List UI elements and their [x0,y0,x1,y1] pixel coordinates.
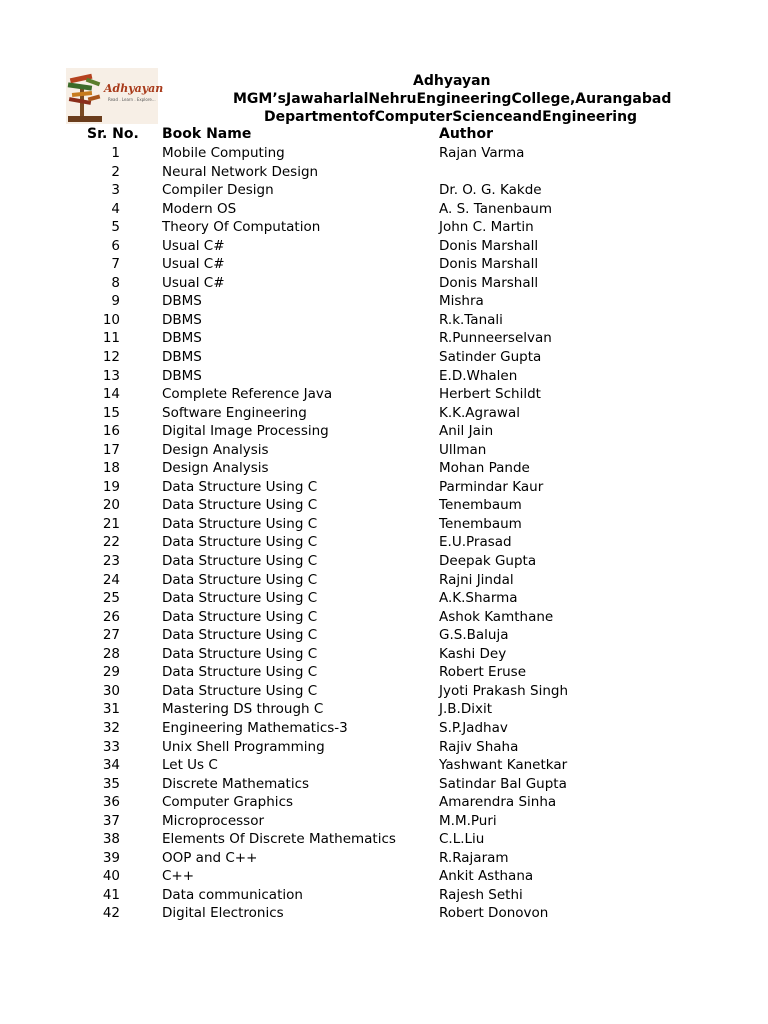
table-row [0,459,768,478]
book-name-cell: Mastering DS through C [162,701,324,718]
sr-no-cell: 25 [102,590,120,607]
sr-no-cell: 38 [102,831,120,848]
table-row [0,533,768,552]
logo-text: Adhyayan [104,82,164,95]
sr-no-cell: 40 [102,868,120,885]
table-row [0,719,768,738]
author-cell: S.P.Jadhav [439,719,508,736]
book-name-cell: Usual C# [162,256,225,273]
book-name-cell: DBMS [162,349,202,366]
book-name-cell: Software Engineering [162,404,307,421]
department-name: DepartmentofComputerScienceandEngineering [264,109,638,125]
table-row [0,793,768,812]
author-cell: Robert Eruse [439,664,527,681]
author-cell: Ankit Asthana [439,868,534,885]
table-row [0,329,768,348]
table-row [0,867,768,886]
sr-no-cell: 32 [102,719,120,736]
author-cell: J.B.Dixit [439,701,493,718]
table-row [0,904,768,923]
author-cell: Yashwant Kanetkar [439,757,568,774]
author-cell: Rajni Jindal [439,571,514,588]
author-cell: E.U.Prasad [439,534,512,551]
logo-image [66,68,164,124]
sr-no-cell: 42 [102,905,120,922]
table-row [0,756,768,775]
table-row [0,830,768,849]
book-name-cell: DBMS [162,311,202,328]
table-row [0,886,768,905]
author-cell: A. S. Tanenbaum [439,200,552,217]
table-row [0,200,768,219]
table-row [0,626,768,645]
adhyayan-logo [66,68,164,124]
book-name-cell: Data Structure Using C [162,645,318,662]
table-row [0,496,768,515]
sr-no-cell: 16 [102,423,120,440]
sr-no-cell: 3 [111,182,120,199]
column-header-sr-no: Sr. No. [87,126,139,142]
author-cell: Herbert Schildt [439,386,541,403]
book-name-cell: Data Structure Using C [162,515,318,532]
book-name-cell: Design Analysis [162,460,269,477]
table-row [0,571,768,590]
author-cell: Rajiv Shaha [439,738,519,755]
sr-no-cell: 13 [102,367,120,384]
table-row [0,441,768,460]
table-row [0,515,768,534]
book-name-cell: Computer Graphics [162,794,294,811]
column-header-book-name: Book Name [162,126,252,142]
table-row [0,404,768,423]
sr-no-cell: 9 [111,293,120,310]
sr-no-cell: 22 [102,534,120,551]
author-cell: R.Rajaram [439,849,509,866]
book-name-cell: Data Structure Using C [162,627,318,644]
table-row [0,422,768,441]
table-row [0,645,768,664]
book-name-cell: Data Structure Using C [162,608,318,625]
book-name-cell: Digital Electronics [162,905,284,922]
book-name-cell: Microprocessor [162,812,265,829]
author-cell: Jyoti Prakash Singh [439,682,569,699]
sr-no-cell: 41 [102,886,120,903]
sr-no-cell: 39 [102,849,120,866]
sr-no-cell: 30 [102,682,120,699]
book-name-cell: Engineering Mathematics-3 [162,719,348,736]
book-name-cell: Data Structure Using C [162,534,318,551]
book-name-cell: Compiler Design [162,182,274,199]
book-name-cell: Complete Reference Java [162,386,333,403]
sr-no-cell: 1 [111,145,120,161]
book-name-cell: Data Structure Using C [162,664,318,681]
author-cell: Rajan Varma [439,145,525,161]
book-name-cell: C++ [162,868,195,885]
table-row [0,255,768,274]
book-name-cell: Data Structure Using C [162,590,318,607]
sr-no-cell: 8 [111,274,120,291]
author-cell: Dr. O. G. Kakde [439,182,542,199]
book-name-cell: Modern OS [162,200,237,217]
sr-no-cell: 19 [102,478,120,495]
book-name-cell: Elements Of Discrete Mathematics [162,831,396,848]
book-table [0,144,768,923]
table-row [0,274,768,293]
author-cell: Donis Marshall [439,274,539,291]
table-row [0,163,768,182]
book-name-cell: DBMS [162,330,202,347]
sr-no-cell: 21 [102,515,120,532]
book-name-cell: DBMS [162,293,202,310]
table-row [0,237,768,256]
book-name-cell: Usual C# [162,274,225,291]
sr-no-cell: 23 [102,553,120,570]
author-cell: Robert Donovon [439,905,549,922]
sr-no-cell: 31 [102,701,120,718]
author-cell: Ullman [439,441,487,458]
author-cell: K.K.Agrawal [439,404,520,421]
sr-no-cell: 33 [102,738,120,755]
author-cell: Satinder Gupta [439,349,542,366]
author-cell: C.L.Liu [439,831,485,848]
book-name-cell: Data Structure Using C [162,478,318,495]
table-row [0,552,768,571]
author-cell: A.K.Sharma [439,590,518,607]
sr-no-cell: 24 [102,571,120,588]
sr-no-cell: 17 [102,441,120,458]
table-row [0,311,768,330]
table-row [0,292,768,311]
book-name-cell: Theory Of Computation [162,219,321,236]
author-cell: M.M.Puri [439,812,497,829]
book-name-cell: Mobile Computing [162,145,285,161]
table-row [0,478,768,497]
column-header-author: Author [439,126,493,142]
author-cell: Donis Marshall [439,256,539,273]
author-cell: Mohan Pande [439,460,530,477]
book-name-cell: Digital Image Processing [162,423,329,440]
book-name-cell: Data communication [162,886,303,903]
sr-no-cell: 28 [102,645,120,662]
sr-no-cell: 10 [102,311,120,328]
table-row [0,218,768,237]
author-cell: Anil Jain [439,423,494,440]
table-row [0,385,768,404]
book-name-cell: Unix Shell Programming [162,738,325,755]
sr-no-cell: 26 [102,608,120,625]
book-name-cell: Data Structure Using C [162,497,318,514]
table-row [0,700,768,719]
sr-no-cell: 15 [102,404,120,421]
book-name-cell: OOP and C++ [162,849,258,866]
author-cell: Rajesh Sethi [439,886,523,903]
logo-tagline: Read . Learn . Explore... [108,97,156,102]
table-row [0,775,768,794]
sr-no-cell: 20 [102,497,120,514]
sr-no-cell: 35 [102,775,120,792]
table-row [0,682,768,701]
sr-no-cell: 29 [102,664,120,681]
author-cell: Ashok Kamthane [439,608,554,625]
book-name-cell: Neural Network Design [162,163,319,180]
author-cell: Donis Marshall [439,237,539,254]
book-name-cell: Discrete Mathematics [162,775,310,792]
sr-no-cell: 14 [102,386,120,403]
sr-no-cell: 6 [111,237,120,254]
book-name-cell: DBMS [162,367,202,384]
sr-no-cell: 34 [102,757,120,774]
table-row [0,663,768,682]
author-cell: Parmindar Kaur [439,478,544,495]
book-name-cell: Design Analysis [162,441,269,458]
book-name-cell: Data Structure Using C [162,571,318,588]
author-cell: Amarendra Sinha [439,794,557,811]
author-cell: G.S.Baluja [439,627,509,644]
author-cell: Tenembaum [439,515,522,532]
book-name-cell: Usual C# [162,237,225,254]
page-title: Adhyayan [413,73,491,89]
sr-no-cell: 37 [102,812,120,829]
table-row [0,738,768,757]
table-row [0,144,768,163]
author-cell: R.k.Tanali [439,311,503,328]
sr-no-cell: 7 [111,256,120,273]
author-cell: Deepak Gupta [439,553,537,570]
author-cell: E.D.Whalen [439,367,518,384]
author-cell: Mishra [439,293,484,310]
sr-no-cell: 5 [111,219,120,236]
sr-no-cell: 2 [111,163,120,180]
college-name: MGM’sJawaharlalNehruEngineeringCollege,Aurangabad [233,91,672,107]
author-cell: Satindar Bal Gupta [439,775,567,792]
book-name-cell: Data Structure Using C [162,553,318,570]
sr-no-cell: 4 [111,200,120,217]
sr-no-cell: 18 [102,460,120,477]
sr-no-cell: 36 [102,794,120,811]
author-cell: Tenembaum [439,497,522,514]
author-cell: Kashi Dey [439,645,507,662]
table-row [0,589,768,608]
table-row [0,181,768,200]
sr-no-cell: 11 [102,330,120,347]
sr-no-cell: 27 [102,627,120,644]
table-row [0,849,768,868]
table-row [0,367,768,386]
author-cell: R.Punneerselvan [439,330,552,347]
table-row [0,348,768,367]
book-name-cell: Data Structure Using C [162,682,318,699]
author-cell: John C. Martin [439,219,534,236]
table-row [0,812,768,831]
sr-no-cell: 12 [102,349,120,366]
table-row [0,608,768,627]
book-name-cell: Let Us C [162,757,218,774]
